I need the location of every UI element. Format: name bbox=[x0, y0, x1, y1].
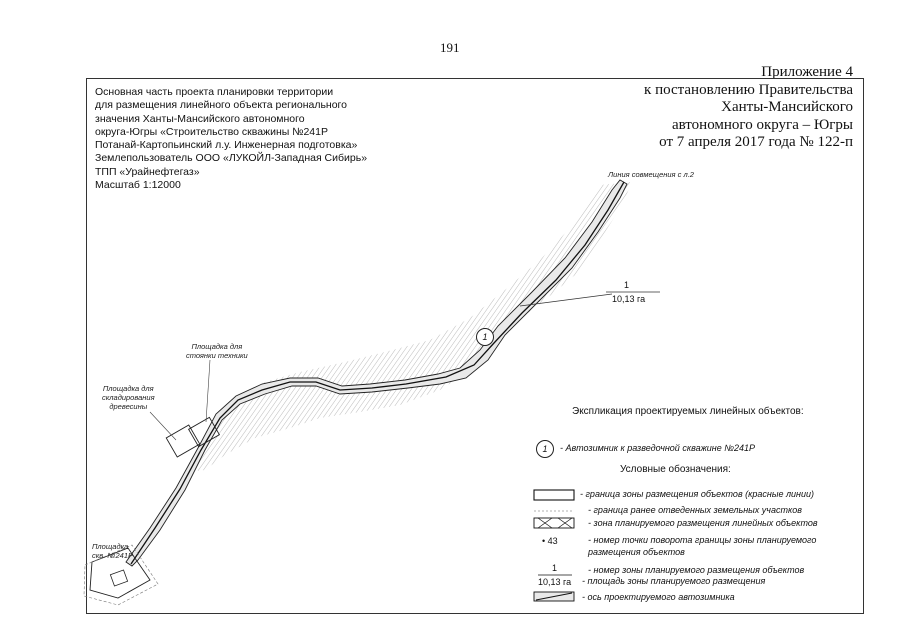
truck-parking-leader bbox=[206, 360, 210, 422]
map-zone-number: 1 bbox=[624, 280, 630, 290]
allotted-land-area bbox=[188, 182, 632, 472]
legend-prev-allotted-text: - граница ранее отведенных земельных участков bbox=[588, 505, 802, 515]
map-object-number-circle: 1 bbox=[476, 328, 494, 346]
legend-zone-number-text: - номер зоны планируемого размещения объектов bbox=[588, 565, 805, 575]
truck-parking-label-line-2: стоянки техники bbox=[186, 351, 248, 360]
legend-planned-zone-text: - зона планируемого размещения линейных объектов bbox=[588, 518, 818, 528]
project-info-line-7: ТПП «Урайнефтегаз» bbox=[95, 165, 200, 178]
page-number: 191 bbox=[440, 40, 460, 55]
explication-item-text: - Автозимник к разведочной скважине №241Р bbox=[560, 443, 755, 453]
wood-storage-label-line-2: складирования bbox=[102, 393, 155, 402]
appendix-line-1: Приложение 4 bbox=[761, 64, 853, 80]
project-info-line-2: для размещения линейного объекта регионального bbox=[95, 99, 347, 112]
truck-parking-label-line-1: Площадка для bbox=[191, 342, 243, 351]
legend-red-lines-symbol bbox=[534, 490, 574, 500]
project-info-line-8: Масштаб 1:12000 bbox=[95, 179, 181, 192]
map-zone-area: 10,13 га bbox=[612, 294, 646, 304]
legend-title: Условные обозначения: bbox=[620, 464, 731, 475]
well-pad-label-line-2: скв. №241Р bbox=[92, 551, 134, 560]
well-pad-label-line-1: Площадка bbox=[92, 542, 129, 551]
wood-storage-leader bbox=[150, 412, 176, 440]
legend-red-lines-text: - граница зоны размещения объектов (красные линии) bbox=[580, 489, 815, 499]
legend-point-number-text-1: - номер точки поворота границы зоны планируемого bbox=[588, 535, 817, 545]
project-info-line-1: Основная часть проекта планировки территории bbox=[95, 86, 334, 98]
appendix-line-3: Ханты-Мансийского bbox=[721, 99, 853, 115]
legend-zone-number-value: 1 bbox=[552, 563, 558, 573]
project-info-line-5: Потанай-Картопьинский л.у. Инженерная подготовка» bbox=[95, 139, 358, 152]
legend-point-number-value: • 43 bbox=[542, 536, 558, 546]
project-info-line-3: значения Ханты-Мансийского автономного bbox=[95, 112, 305, 125]
legend-point-number-text-2: размещения объектов bbox=[588, 547, 685, 557]
project-info-line-6: Землепользователь ООО «ЛУКОЙЛ-Западная Сибирь» bbox=[95, 152, 368, 165]
wood-storage-pad bbox=[166, 425, 200, 457]
alignment-line-label: Линия совмещения с л.2 bbox=[608, 170, 694, 179]
appendix-line-4: автономного округа – Югры bbox=[671, 116, 853, 133]
appendix-line-2: к постановлению Правительства bbox=[644, 81, 853, 98]
project-info-line-4: округа-Югры «Строительство скважины №241Р bbox=[95, 125, 328, 138]
well-pad-label bbox=[92, 542, 133, 560]
wood-storage-label-line-3: древесины bbox=[109, 402, 148, 411]
truck-parking-label bbox=[186, 342, 248, 360]
explication-item-number: 1 bbox=[536, 440, 554, 458]
legend-road-axis-text: - ось проектируемого автозимника bbox=[582, 592, 735, 602]
legend-zone-area-value: 10,13 га bbox=[538, 577, 572, 587]
well-pad-inner bbox=[110, 570, 127, 586]
appendix-line-5: от 7 апреля 2017 года № 122-п bbox=[659, 134, 853, 150]
legend-zone-area-text: - площадь зоны планируемого размещения bbox=[582, 576, 766, 586]
explication-title: Экспликация проектируемых линейных объектов: bbox=[572, 406, 804, 417]
wood-storage-label-line-1: Площадка для bbox=[102, 384, 154, 393]
wood-storage-label bbox=[102, 384, 155, 411]
